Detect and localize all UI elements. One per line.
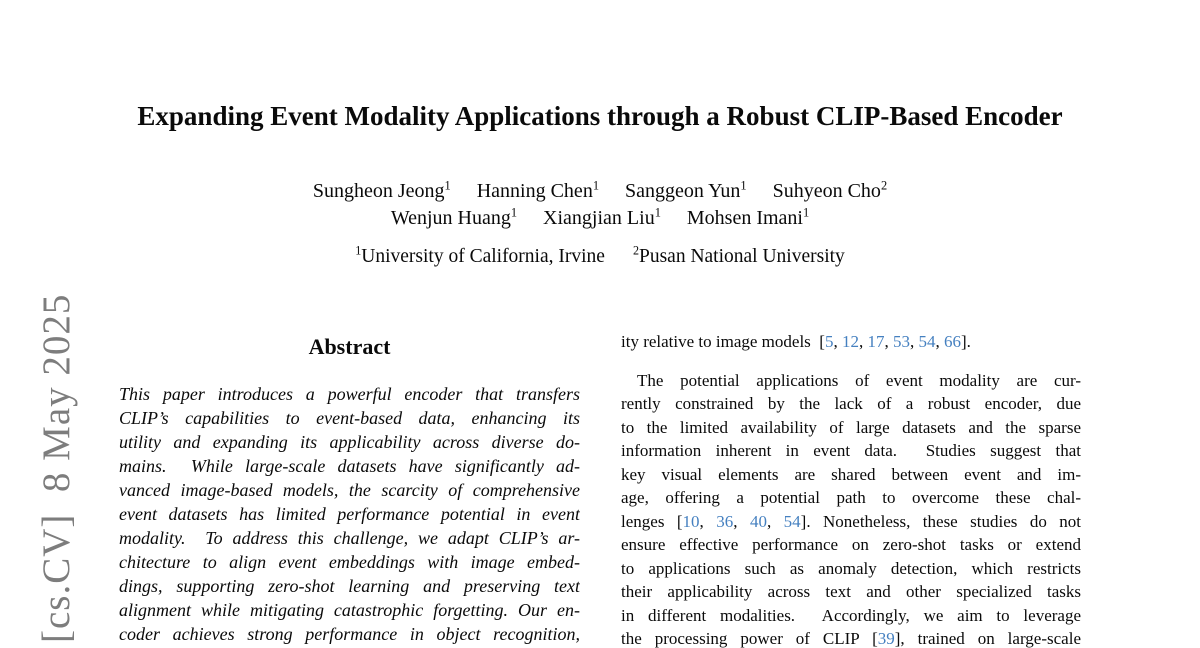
text-line: their applicability across text and other specialized tasks xyxy=(621,582,1081,601)
text-line: ity relative to image models [5, 12, 17, 53, 54, 66]. xyxy=(621,332,971,351)
text-line: age, offering a potential path to overcome these chal- xyxy=(621,488,1081,507)
author-name: Sungheon Jeong$^1$ xyxy=(312,178,451,202)
text-line: modality. To address this challenge, we adapt CLIP’s ar- xyxy=(119,528,580,548)
author-name: Wenjun Huang$^1$ xyxy=(390,205,518,229)
text-line: CLIP’s capabilities to event-based data, enhancing its xyxy=(119,408,580,428)
text-line: rently constrained by the lack of a robust encoder, due xyxy=(621,394,1081,413)
text-line: The potential applications of event modality are cur- xyxy=(637,370,1081,390)
abstract-text xyxy=(119,382,580,646)
author-line-2 xyxy=(0,205,1200,232)
text-line: in different modalities. Accordingly, we aim to leverage xyxy=(621,605,1081,625)
affiliation: $^1$University of California, Irvine xyxy=(355,243,605,267)
text-line: event datasets has limited performance potential in event xyxy=(119,504,580,524)
paper-title: Expanding Event Modality Applications through a Robust CLIP-Based Encoder xyxy=(137,101,1063,131)
author-name: Suhyeon Cho$^2$ xyxy=(772,178,888,202)
affiliation: $^2$Pusan National University xyxy=(632,243,845,267)
author-name: Xiangjian Liu$^1$ xyxy=(543,205,661,229)
left-column xyxy=(119,334,580,646)
citation-link[interactable]: 10 xyxy=(682,511,700,531)
abstract-heading: Abstract xyxy=(308,334,391,359)
citation-link[interactable]: 36 xyxy=(716,511,734,531)
author-block xyxy=(0,178,1200,232)
body-paragraph-2 xyxy=(621,369,1081,648)
text-line: ensure effective performance on zero-shot tasks or extend xyxy=(621,535,1081,554)
text-line: vanced image-based models, the scarcity of comprehensive xyxy=(119,480,580,500)
author-name: Mohsen Imani$^1$ xyxy=(686,205,810,229)
author-name: Hanning Chen$^1$ xyxy=(476,178,600,202)
citation-link[interactable]: 40 xyxy=(749,511,767,531)
text-line: key visual elements are shared between event and im- xyxy=(621,464,1081,484)
citation-link[interactable]: 12 xyxy=(841,332,859,351)
text-line: lenges [10, 36, 40, 54]. Nonetheless, these studies do not xyxy=(621,511,1081,531)
body-paragraph-1 xyxy=(621,330,1081,354)
citation-link[interactable]: 17 xyxy=(867,332,885,351)
citation-link[interactable]: 5 xyxy=(824,332,834,351)
text-line: information inherent in event data. Studies suggest that xyxy=(621,441,1081,460)
text-line: This paper introduces a powerful encoder that transfers xyxy=(119,384,580,404)
text-line: alignment while mitigating catastrophic forgetting. Our en- xyxy=(119,600,580,620)
text-line: dings, supporting zero-shot learning and preserving text xyxy=(119,576,580,596)
text-line: to the limited availability of large datasets and the sparse xyxy=(621,417,1081,437)
text-line: chitecture to align event embeddings with image embed- xyxy=(119,552,580,572)
text-line: mains. While large-scale datasets have significantly ad- xyxy=(119,456,580,476)
author-name: Sanggeon Yun$^1$ xyxy=(625,178,747,202)
citation-link[interactable]: 39 xyxy=(877,629,895,648)
citation-link[interactable]: 53 xyxy=(892,332,910,351)
affiliation-line xyxy=(0,245,1200,269)
text-line: coder achieves strong performance in object recognition, xyxy=(119,624,580,644)
author-line-1 xyxy=(0,178,1200,205)
citation-link[interactable]: 66 xyxy=(943,332,961,351)
citation-link[interactable]: 54 xyxy=(918,332,936,351)
text-line: utility and expanding its applicability across diverse do- xyxy=(119,432,580,452)
text-line: the processing power of CLIP [39], trained on large-scale xyxy=(621,629,1081,648)
arxiv-watermark: [cs.CV] 8 May 2025 xyxy=(35,293,78,643)
text-line: to applications such as anomaly detection, which restricts xyxy=(621,558,1081,578)
citation-link[interactable]: 54 xyxy=(783,511,801,531)
right-column xyxy=(621,330,1081,648)
